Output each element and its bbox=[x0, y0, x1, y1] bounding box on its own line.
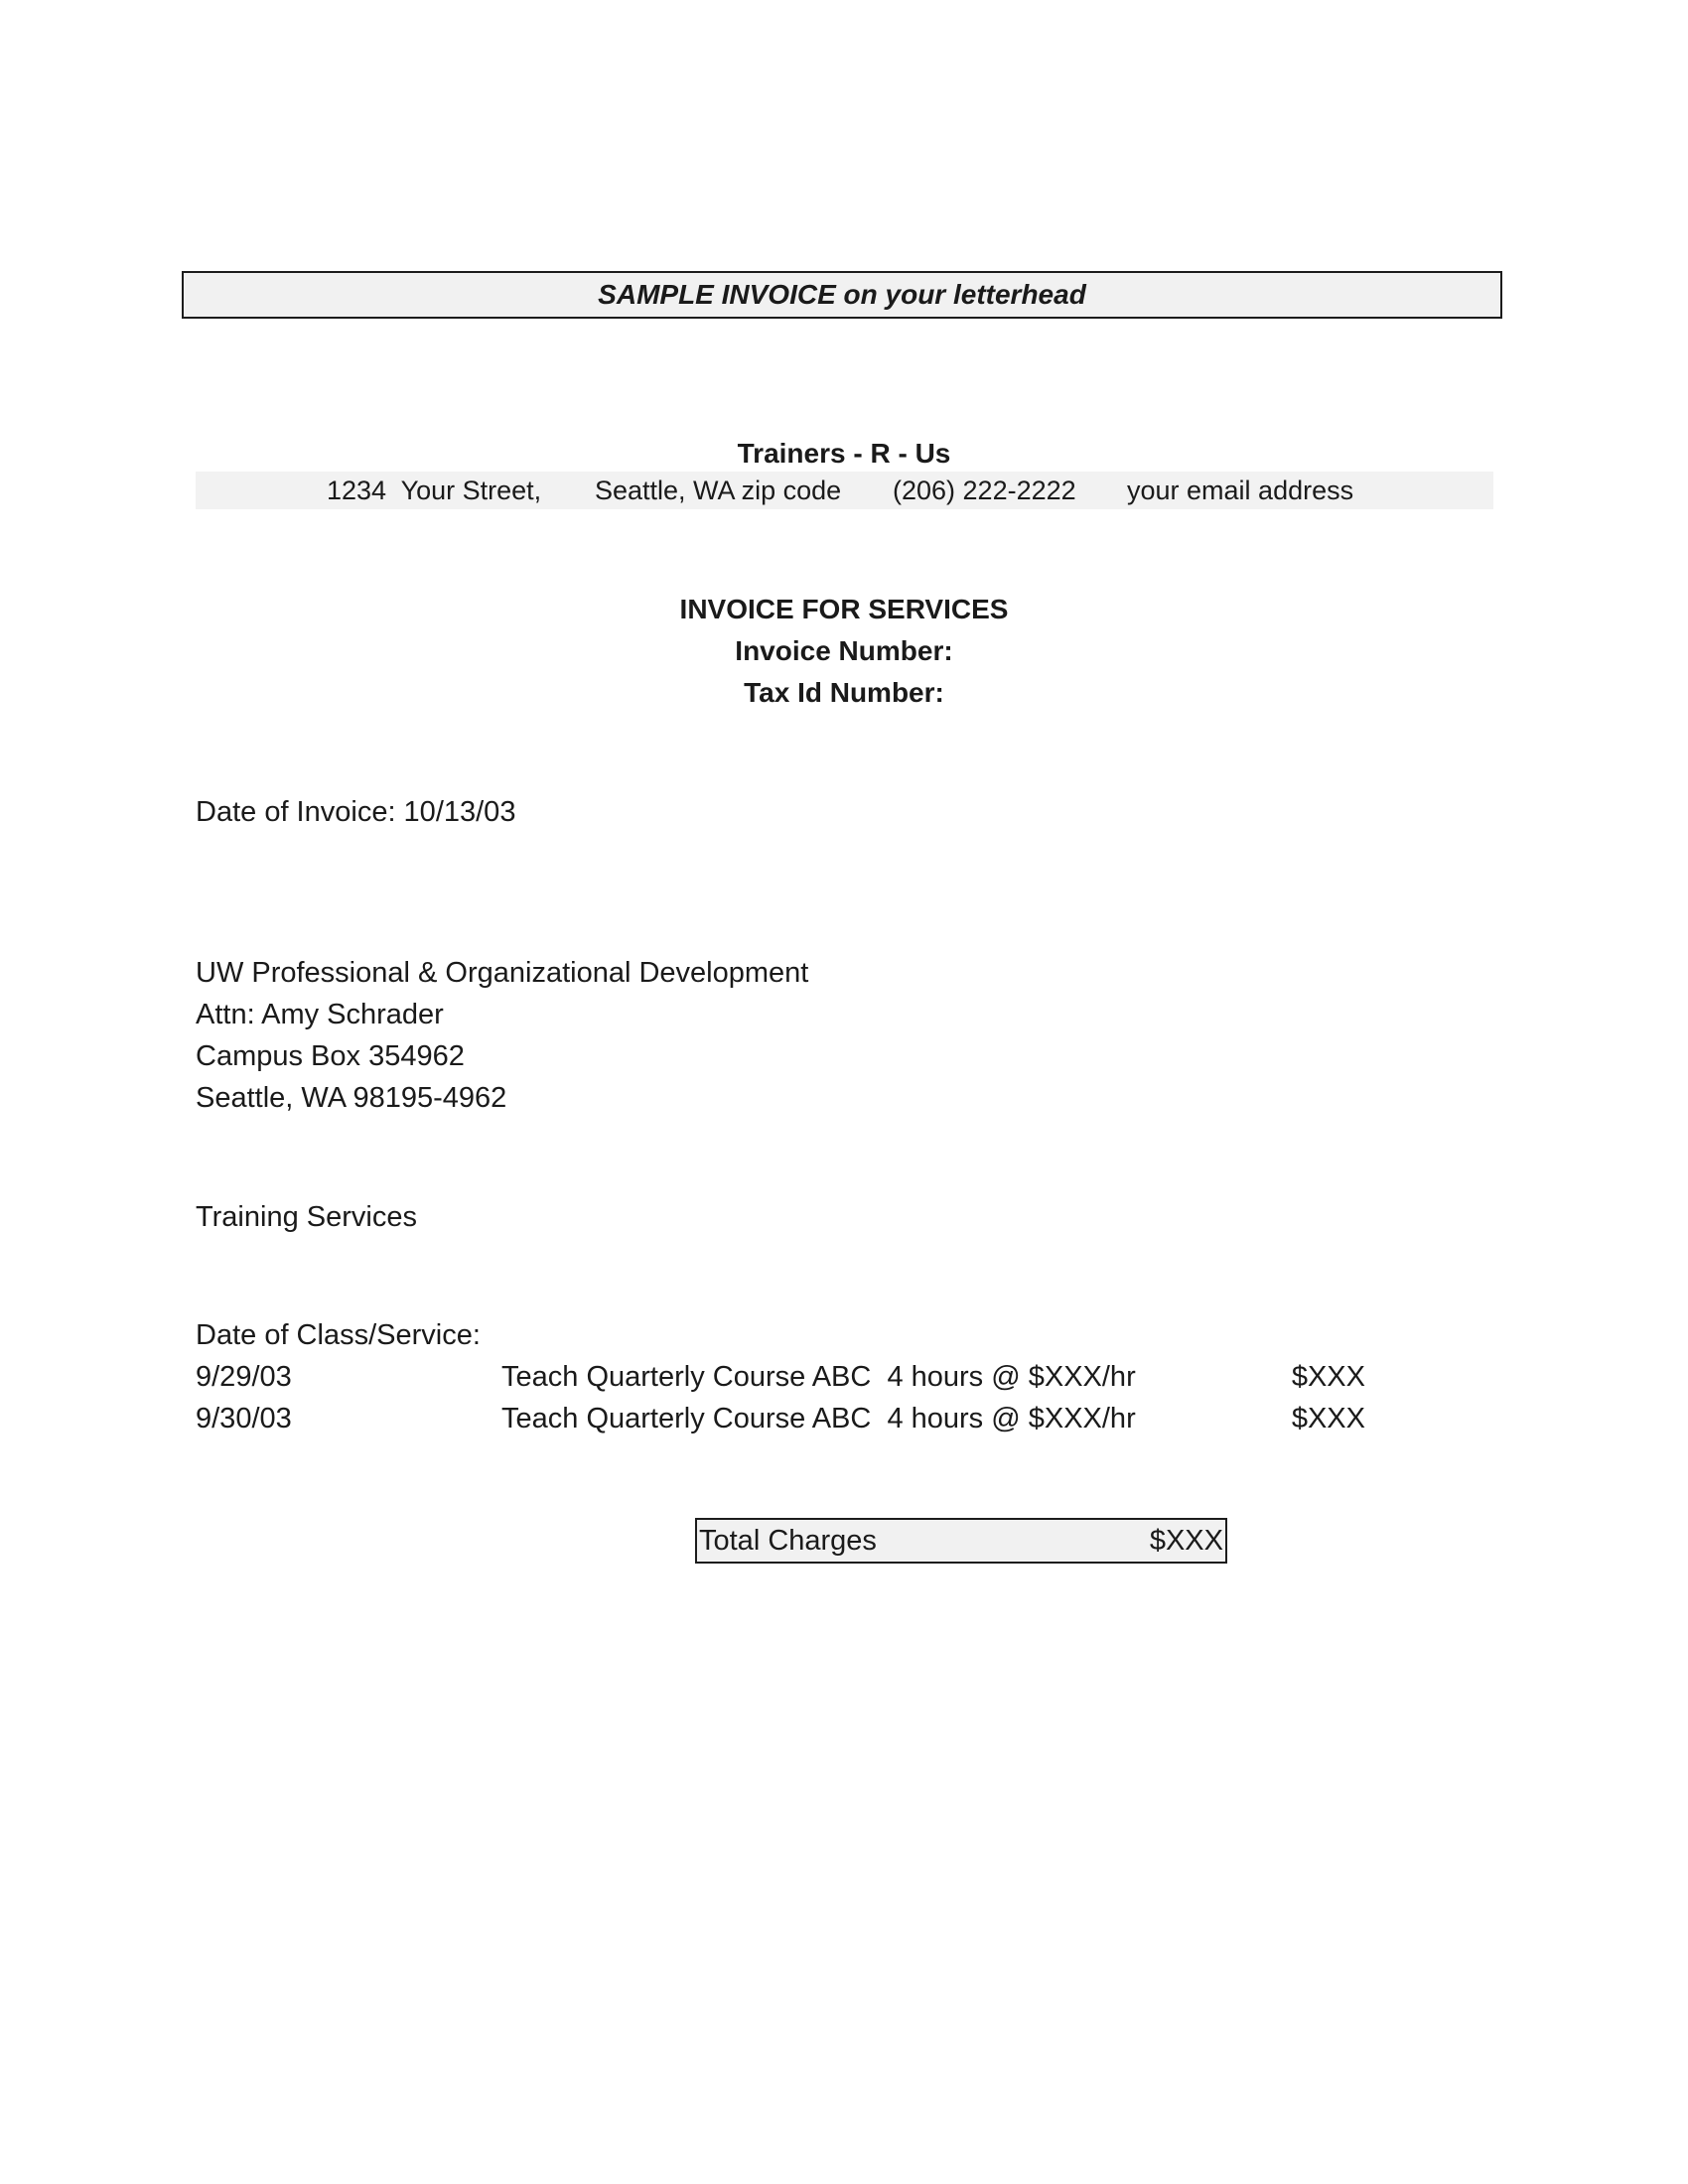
total-charges-box bbox=[695, 1518, 1227, 1564]
service-row bbox=[196, 1398, 1365, 1439]
invoice-header-block bbox=[0, 589, 1688, 714]
service-amount: $XXX bbox=[1291, 1403, 1365, 1434]
bill-to-city-state-zip: Seattle, WA 98195-4962 bbox=[196, 1082, 507, 1114]
services-section bbox=[196, 1314, 1365, 1439]
bill-to-campus-box: Campus Box 354962 bbox=[196, 1040, 465, 1072]
service-date: 9/29/03 bbox=[196, 1361, 292, 1393]
service-row bbox=[196, 1356, 1365, 1398]
company-name: Trainers - R - Us bbox=[737, 438, 951, 469]
bill-to-attention: Attn: Amy Schrader bbox=[196, 999, 444, 1030]
service-date: 9/30/03 bbox=[196, 1403, 292, 1434]
email-address: your email address bbox=[1127, 476, 1354, 505]
invoice-date: Date of Invoice: 10/13/03 bbox=[196, 796, 516, 828]
total-charges-label: Total Charges bbox=[699, 1524, 877, 1557]
tax-id-label: Tax Id Number: bbox=[744, 677, 944, 708]
phone-number: (206) 222-2222 bbox=[893, 476, 1076, 505]
city-state-zip: Seattle, WA zip code bbox=[595, 476, 842, 505]
total-charges-amount: $XXX bbox=[1149, 1524, 1223, 1557]
service-description: Teach Quarterly Course ABC 4 hours @ $XXX/hr bbox=[501, 1361, 1136, 1393]
service-amount: $XXX bbox=[1291, 1361, 1365, 1393]
service-description: Teach Quarterly Course ABC 4 hours @ $XXX/hr bbox=[501, 1403, 1136, 1434]
street-address: 1234 Your Street, bbox=[327, 476, 542, 505]
letterhead-address-band bbox=[196, 472, 1493, 509]
invoice-number-label: Invoice Number: bbox=[735, 635, 953, 666]
invoice-title: INVOICE FOR SERVICES bbox=[679, 594, 1009, 624]
sample-invoice-banner bbox=[182, 271, 1502, 319]
service-type: Training Services bbox=[196, 1201, 417, 1233]
banner-text: SAMPLE INVOICE on your letterhead bbox=[598, 279, 1086, 310]
bill-to-block bbox=[196, 952, 808, 1119]
services-label: Date of Class/Service: bbox=[196, 1319, 481, 1351]
bill-to-organization: UW Professional & Organizational Development bbox=[196, 957, 809, 989]
